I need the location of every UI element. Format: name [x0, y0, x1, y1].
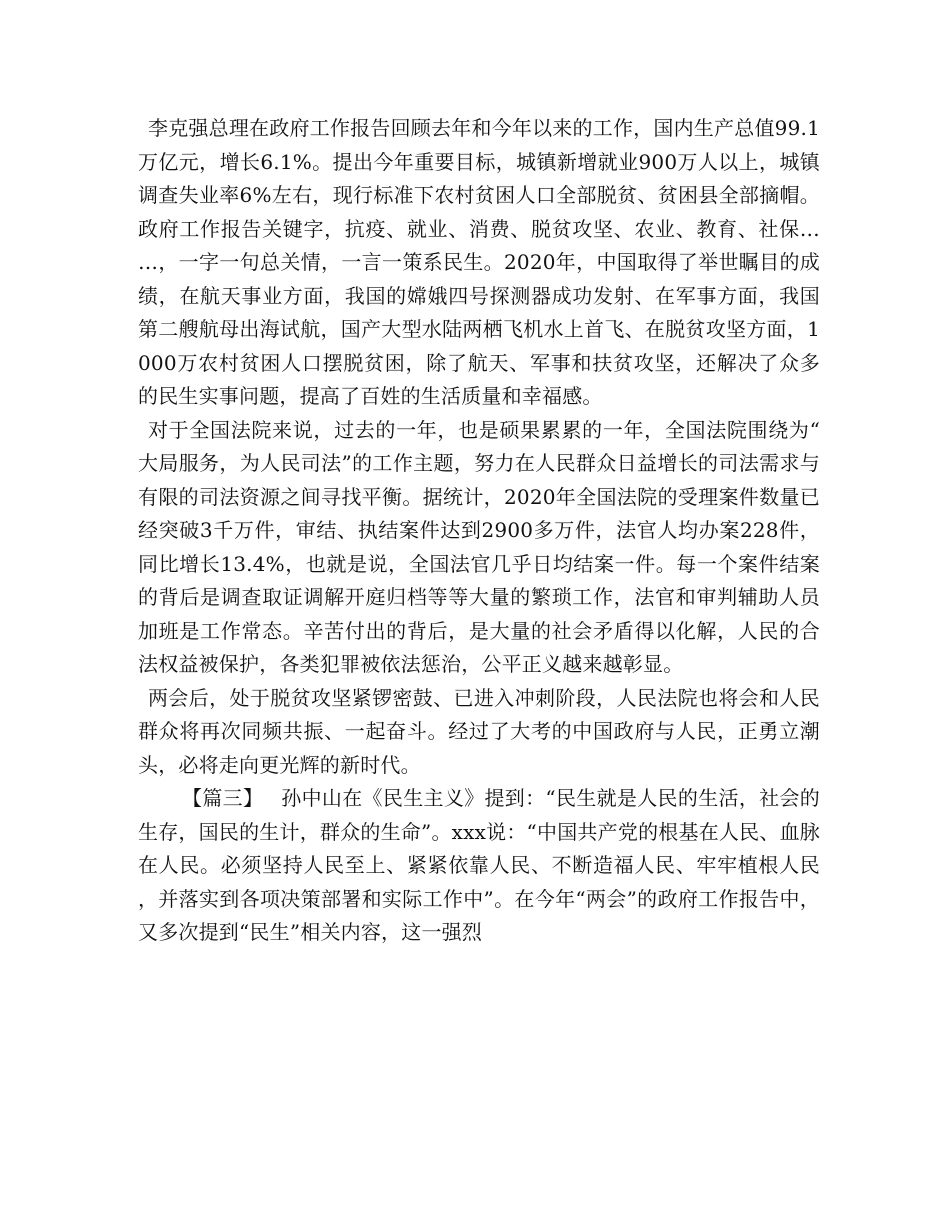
paragraph-2: 对于全国法院来说，过去的一年，也是硕果累累的一年，全国法院围绕为“大局服务，为人民司法”的工作主题，努力在人民群众日益增长的司法需求与有限的司法资源之间寻找平衡。据统计，2020年全国法院的受理案件数量已经突破3千万件，审结、执结案件达到2900多万件，法官人均办案228件，同比增长13.4%，也就是说，全国法官几乎日均结案一件。每一个案件结案的背后是调查取证调解开庭归档等等大量的繁琐工作，法官和审判辅助人员加班是工作常态。辛苦付出的背后，是大量的社会矛盾得以化解，人民的合法权益被保护，各类犯罪被依法惩治，公平正义越来越彰显。 — [138, 417, 820, 676]
section-text: 孙中山在《民生主义》提到：“民生就是人民的生活，社会的生存，国民的生计，群众的生命”。xxx说：“中国共产党的根基在人民、血脉在人民。必须坚持人民至上、紧紧依靠人民、不断造福人民、牢牢植根人民，并落实到各项决策部署和实际工作中”。在今年“两会”的政府工作报告中，又多次提到“民生”相关内容，这一强烈 — [138, 786, 820, 944]
paragraph-section-three — [138, 782, 820, 950]
section-heading: 【篇三】 — [182, 786, 264, 810]
paragraph-3: 两会后，处于脱贫攻坚紧锣密鼓、已进入冲刺阶段，人民法院也将会和人民群众将再次同频共振、一起奋斗。经过了大考的中国政府与人民，正勇立潮头，必将走向更光辉的新时代。 — [138, 685, 820, 777]
document-page — [138, 112, 820, 950]
paragraph-1: 李克强总理在政府工作报告回顾去年和今年以来的工作，国内生产总值99.1万亿元，增长6.1%。提出今年重要目标，城镇新增就业900万人以上，城镇调查失业率6%左右，现行标准下农村贫困人口全部脱贫、贫困县全部摘帽。政府工作报告关键字，抗疫、就业、消费、脱贫攻坚、农业、教育、社保……，一字一句总关情，一言一策系民生。2020年，中国取得了举世瞩目的成绩，在航天事业方面，我国的嫦娥四号探测器成功发射、在军事方面，我国第二艘航母出海试航，国产大型水陆两栖飞机水上首飞、在脱贫攻坚方面，1000万农村贫困人口摆脱贫困，除了航天、军事和扶贫攻坚，还解决了众多的民生实事问题，提高了百姓的生活质量和幸福感。 — [138, 116, 820, 408]
